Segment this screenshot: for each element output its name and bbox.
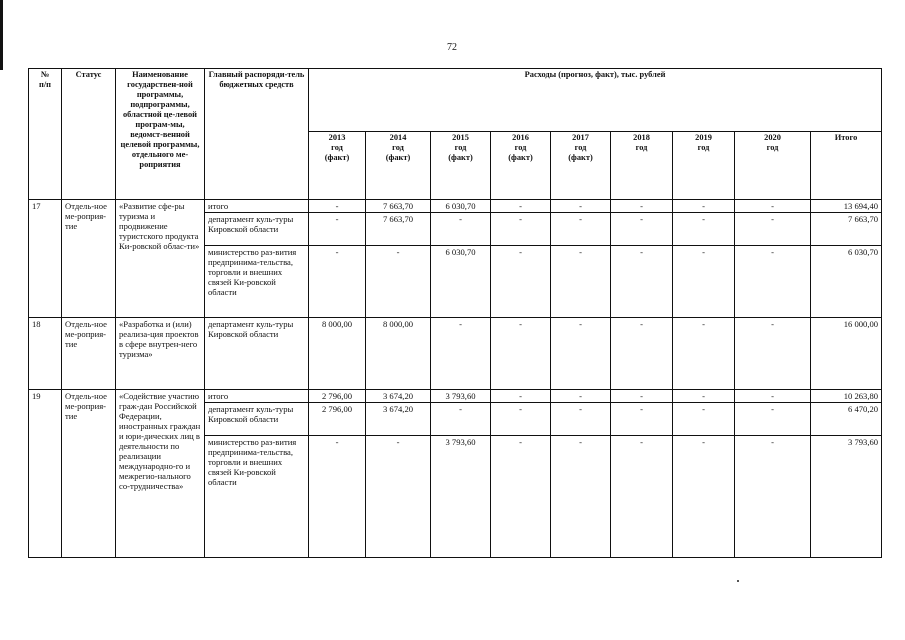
value-cell: -	[491, 403, 551, 436]
budget-table	[28, 68, 882, 558]
total-cell: 16 000,00	[811, 318, 882, 390]
value-cell: -	[673, 318, 735, 390]
row-admin: департамент куль-туры Кировской области	[205, 318, 309, 390]
value-cell: -	[366, 246, 431, 318]
table-body	[29, 200, 882, 558]
row-admin: министерство раз-вития предпринима-тельства, торговли и внешних связей Ки-ровской области	[205, 436, 309, 558]
value-cell: -	[551, 246, 611, 318]
value-cell: -	[491, 213, 551, 246]
value-cell: -	[431, 318, 491, 390]
header-year: 2019 год	[673, 132, 735, 200]
value-cell: -	[611, 403, 673, 436]
value-cell: -	[551, 390, 611, 403]
value-cell: 7 663,70	[366, 200, 431, 213]
header-year: 2018 год	[611, 132, 673, 200]
value-cell: 7 663,70	[366, 213, 431, 246]
row-admin: департамент куль-туры Кировской области	[205, 403, 309, 436]
value-cell: 8 000,00	[366, 318, 431, 390]
row-status: Отдель-ное ме-роприя-тие	[62, 200, 116, 318]
row-name: «Развитие сфе-ры туризма и продвижение туристского продукта Ки-ровской облас-ти»	[116, 200, 205, 318]
value-cell: -	[611, 318, 673, 390]
value-cell: -	[431, 213, 491, 246]
total-cell: 7 663,70	[811, 213, 882, 246]
table-row	[29, 200, 882, 213]
value-cell: -	[309, 200, 366, 213]
value-cell: -	[491, 390, 551, 403]
value-cell: -	[309, 436, 366, 558]
total-cell: 3 793,60	[811, 436, 882, 558]
page-number: 72	[447, 42, 457, 53]
value-cell: -	[735, 436, 811, 558]
header-year: 2017 год (факт)	[551, 132, 611, 200]
value-cell: -	[551, 200, 611, 213]
value-cell: -	[673, 390, 735, 403]
value-cell: -	[735, 246, 811, 318]
value-cell: -	[735, 318, 811, 390]
row-admin: итого	[205, 200, 309, 213]
value-cell: 3 674,20	[366, 403, 431, 436]
header-status: Статус	[62, 69, 116, 200]
row-num: 18	[29, 318, 62, 390]
value-cell: -	[309, 213, 366, 246]
row-name: «Содействие участию граж-дан Российской Федерации, иностранных граждан и юри-дических лиц в деятельности по реализации международно-го и межрегио-нального со-трудничества»	[116, 390, 205, 558]
row-status: Отдель-ное ме-роприя-тие	[62, 390, 116, 558]
total-cell: 10 263,80	[811, 390, 882, 403]
value-cell: 3 793,60	[431, 390, 491, 403]
header-expenses: Расходы (прогноз, факт), тыс. рублей	[309, 69, 882, 132]
value-cell: -	[611, 390, 673, 403]
row-name: «Разработка и (или) реализа-ция проектов в сфере внутрен-него туризма»	[116, 318, 205, 390]
header-administrator: Главный распоряди-тель бюджетных средств	[205, 69, 309, 200]
value-cell: -	[551, 213, 611, 246]
value-cell: -	[673, 200, 735, 213]
value-cell: 2 796,00	[309, 390, 366, 403]
header-total: Итого	[811, 132, 882, 200]
header-year: 2015 год (факт)	[431, 132, 491, 200]
row-admin: министерство раз-вития предпринима-тельства, торговли и внешних связей Ки-ровской области	[205, 246, 309, 318]
value-cell: -	[673, 213, 735, 246]
header-year: 2014 год (факт)	[366, 132, 431, 200]
total-cell: 6 470,20	[811, 403, 882, 436]
value-cell: 8 000,00	[309, 318, 366, 390]
header-name: Наименование государствен-ной программы, подпрограммы, областной це-левой програм-мы, ведомст-венной целевой программы, отдельного ме-роприятия	[116, 69, 205, 200]
value-cell: -	[491, 246, 551, 318]
value-cell: 6 030,70	[431, 246, 491, 318]
value-cell: 3 793,60	[431, 436, 491, 558]
total-cell: 13 694,40	[811, 200, 882, 213]
value-cell: -	[673, 403, 735, 436]
value-cell: 6 030,70	[431, 200, 491, 213]
value-cell: -	[673, 436, 735, 558]
value-cell: -	[673, 246, 735, 318]
value-cell: -	[735, 200, 811, 213]
value-cell: -	[309, 246, 366, 318]
value-cell: -	[366, 436, 431, 558]
header-year: 2020 год	[735, 132, 811, 200]
value-cell: 3 674,20	[366, 390, 431, 403]
value-cell: -	[735, 213, 811, 246]
value-cell: -	[491, 200, 551, 213]
value-cell: -	[491, 436, 551, 558]
value-cell: -	[611, 200, 673, 213]
value-cell: -	[551, 318, 611, 390]
table-row	[29, 318, 882, 390]
value-cell: -	[611, 246, 673, 318]
scan-speck	[737, 580, 739, 582]
table-header	[29, 69, 882, 200]
row-num: 17	[29, 200, 62, 318]
row-status: Отдель-ное ме-роприя-тие	[62, 318, 116, 390]
total-cell: 6 030,70	[811, 246, 882, 318]
value-cell: -	[735, 403, 811, 436]
value-cell: -	[491, 318, 551, 390]
value-cell: -	[735, 390, 811, 403]
value-cell: -	[611, 436, 673, 558]
row-admin: департамент куль-туры Кировской области	[205, 213, 309, 246]
value-cell: -	[551, 436, 611, 558]
header-num: № п/п	[29, 69, 62, 200]
value-cell: 2 796,00	[309, 403, 366, 436]
table-row	[29, 390, 882, 403]
value-cell: -	[611, 213, 673, 246]
row-num: 19	[29, 390, 62, 558]
row-admin: итого	[205, 390, 309, 403]
scan-edge-mark	[0, 0, 3, 70]
header-year: 2016 год (факт)	[491, 132, 551, 200]
value-cell: -	[551, 403, 611, 436]
header-year: 2013 год (факт)	[309, 132, 366, 200]
value-cell: -	[431, 403, 491, 436]
